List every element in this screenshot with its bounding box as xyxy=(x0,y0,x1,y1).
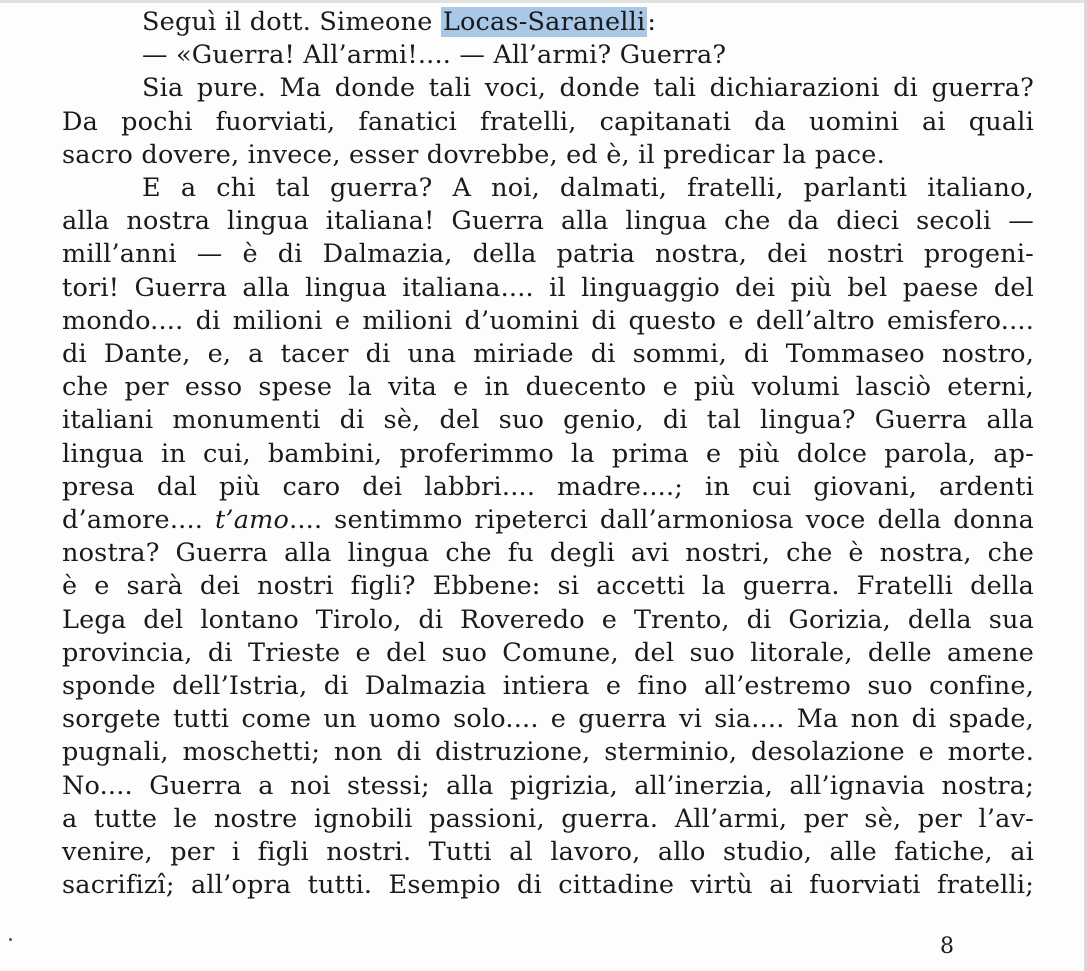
text-line: presa dal più caro dei labbri.... madre....; in cui giovani, ardenti xyxy=(62,471,1034,502)
text-line: mondo.... di milioni e milioni d’uomini di questo e dell’altro emisfero.... xyxy=(62,305,1034,336)
text-line: nostra? Guerra alla lingua che fu degli avi nostri, che è nostra, che xyxy=(62,538,1034,569)
text-line: sacrifizî; all’opra tutti. Esempio di cittadine virtù ai fuorviati fratelli; xyxy=(62,870,1034,901)
page-number: 8 xyxy=(940,934,954,959)
text-line-lead: d’amore.... xyxy=(62,505,215,536)
text-line: Da pochi fuorviati, fanatici fratelli, capitanati da uomini ai quali xyxy=(62,106,1034,137)
selected-text-highlight[interactable]: Locas-Saranelli xyxy=(442,7,646,37)
text-line xyxy=(62,504,1034,537)
text-line: venire, per i figli nostri. Tutti al lavoro, allo studio, alle fatiche, ai xyxy=(62,837,1034,868)
scan-speck xyxy=(9,938,12,941)
text-line: Sia pure. Ma donde tali voci, donde tali dichiarazioni di guerra? xyxy=(142,73,1034,104)
text-line: Lega del lontano Tirolo, di Roveredo e Trento, di Gorizia, della sua xyxy=(62,604,1034,635)
text-line: mill’anni — è di Dalmazia, della patria nostra, dei nostri progeni- xyxy=(62,239,1034,270)
text-line: provincia, di Trieste e del suo Comune, del suo litorale, delle amene xyxy=(62,637,1034,668)
text-line-suffix: : xyxy=(647,7,657,37)
text-line: sponde dell’Istria, di Dalmazia intiera e fino all’estremo suo confine, xyxy=(62,671,1034,702)
text-line: No.... Guerra a noi stessi; alla pigrizia, all’inerzia, all’ignavia nostra; xyxy=(62,770,1034,801)
text-line: che per esso spese la vita e in duecento e più volumi lasciò eterni, xyxy=(62,372,1034,403)
text-line: di Dante, e, a tacer di una miriade di sommi, di Tommaseo nostro, xyxy=(62,339,1034,370)
text-line: lingua in cui, bambini, proferimmo la prima e più dolce parola, ap- xyxy=(62,438,1034,469)
text-line: italiani monumenti di sè, del suo genio, di tal lingua? Guerra alla xyxy=(62,405,1034,436)
text-line-suffix: .... sentimmo ripeterci dall’armoniosa voce della donna xyxy=(289,505,1034,536)
text-line: E a chi tal guerra? A noi, dalmati, fratelli, parlanti italiano, xyxy=(142,173,1034,204)
scan-border-top xyxy=(0,0,1087,3)
text-line: tori! Guerra alla lingua italiana.... il linguaggio dei più bel paese del xyxy=(62,272,1034,303)
text-line: pugnali, moschetti; non di distruzione, sterminio, desolazione e morte. xyxy=(62,737,1034,768)
text-line: a tutte le nostre ignobili passioni, guerra. All’armi, per sè, per l’av- xyxy=(62,803,1034,834)
text-line-lead: Seguì il dott. Simeone xyxy=(142,7,441,37)
text-line: è e sarà dei nostri figli? Ebbene: si accetti la guerra. Fratelli della xyxy=(62,571,1034,602)
text-line: sacro dovere, invece, esser dovrebbe, ed è, il predicar la pace. xyxy=(62,139,885,170)
text-line: sorgete tutti come un uomo solo.... e guerra vi sia.... Ma non di spade, xyxy=(62,704,1034,735)
text-line: alla nostra lingua italiana! Guerra alla lingua che da dieci secoli — xyxy=(62,206,1034,237)
body-text xyxy=(62,6,1034,902)
italic-phrase: t’amo xyxy=(214,505,290,536)
text-line: — «Guerra! All’armi!.... — All’armi? Guerra? xyxy=(142,40,727,71)
text-line xyxy=(62,6,1034,39)
